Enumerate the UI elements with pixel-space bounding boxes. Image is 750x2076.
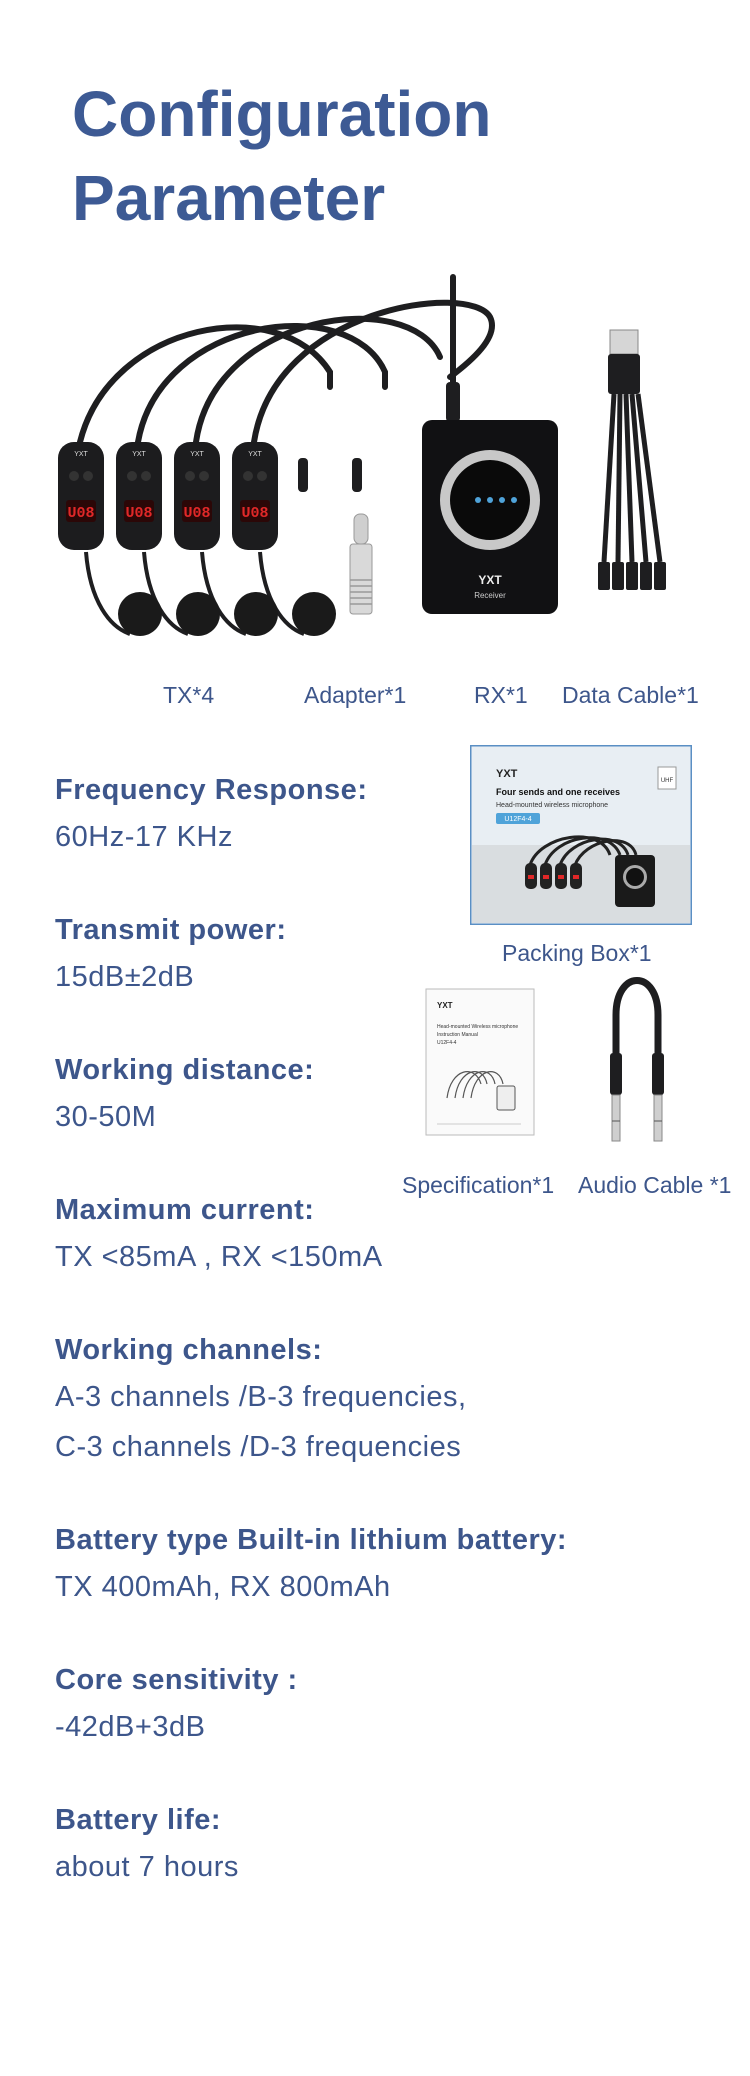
caption-data-cable: Data Cable*1 [562,682,699,708]
caption-tx: TX*4 [163,682,215,708]
spec-label: Frequency Response: [55,774,368,806]
spec-value: TX 400mAh, RX 800mAh [55,1571,391,1603]
spec-label: Battery type Built-in lithium battery: [55,1524,568,1556]
svg-text:Head-mounted Wireless micropho: Head-mounted Wireless microphone [437,1024,519,1030]
spec-label: Maximum current: [55,1194,315,1226]
headband-1 [80,327,330,442]
title-line-1: Configuration [72,78,492,150]
spec-working-channels [55,1328,675,1472]
svg-text:Four sends and one receives: Four sends and one receives [496,787,621,797]
adapter-plug [350,514,372,614]
spec-value: -42dB+3dB [55,1711,206,1743]
spec-value: A-3 channels /B-3 frequencies, [55,1381,467,1413]
spec-value: about 7 hours [55,1851,239,1883]
svg-text:U12F4-4: U12F4-4 [437,1040,457,1046]
svg-text:Head-mounted wireless micropho: Head-mounted wireless microphone [496,802,609,809]
caption-adapter: Adapter*1 [304,682,407,708]
transmitters [58,442,278,550]
caption-audio-cable: Audio Cable *1 [578,1172,732,1198]
svg-text:U08: U08 [67,505,95,522]
spec-label: Working channels: [55,1334,323,1366]
data-cable [598,330,666,590]
product-set-image [50,262,730,672]
spec-battery-type [55,1518,675,1612]
spec-maximum-current [55,1188,675,1282]
caption-specification: Specification*1 [402,1172,555,1198]
svg-text:YXT: YXT [478,573,502,587]
caption-rx: RX*1 [474,682,528,708]
svg-text:U08: U08 [125,505,153,522]
spec-label: Transmit power: [55,914,287,946]
svg-text:YXT: YXT [496,768,518,780]
spec-value: C-3 channels /D-3 frequencies [55,1431,462,1463]
spec-label: Battery life: [55,1804,222,1836]
caption-packing-box: Packing Box*1 [502,940,652,966]
spec-label: Core sensitivity : [55,1664,298,1696]
svg-text:UHF: UHF [660,778,674,784]
spec-list [55,768,675,1938]
spec-battery-life [55,1798,675,1892]
svg-text:Instruction Manual: Instruction Manual [437,1032,478,1038]
title-line-2: Parameter [72,162,386,234]
page-title [72,72,491,240]
spec-value: 15dB±2dB [55,961,195,993]
svg-text:U08: U08 [241,505,269,522]
spec-transmit-power [55,908,675,1002]
spec-label: Working distance: [55,1054,315,1086]
svg-text:Receiver: Receiver [474,591,506,600]
svg-text:YXT: YXT [74,451,88,458]
spec-working-distance [55,1048,675,1142]
spec-value: 60Hz-17 KHz [55,821,233,853]
product-illustration [50,262,730,672]
spec-value: TX <85mA , RX <150mA [55,1241,383,1273]
svg-text:U08: U08 [183,505,211,522]
svg-text:YXT: YXT [132,451,146,458]
svg-text:YXT: YXT [437,1001,453,1010]
spec-value: 30-50M [55,1101,157,1133]
svg-text:U12F4-4: U12F4-4 [504,816,532,823]
spec-frequency-response [55,768,675,862]
svg-text:YXT: YXT [248,451,262,458]
spec-core-sensitivity [55,1658,675,1752]
svg-text:YXT: YXT [190,451,204,458]
